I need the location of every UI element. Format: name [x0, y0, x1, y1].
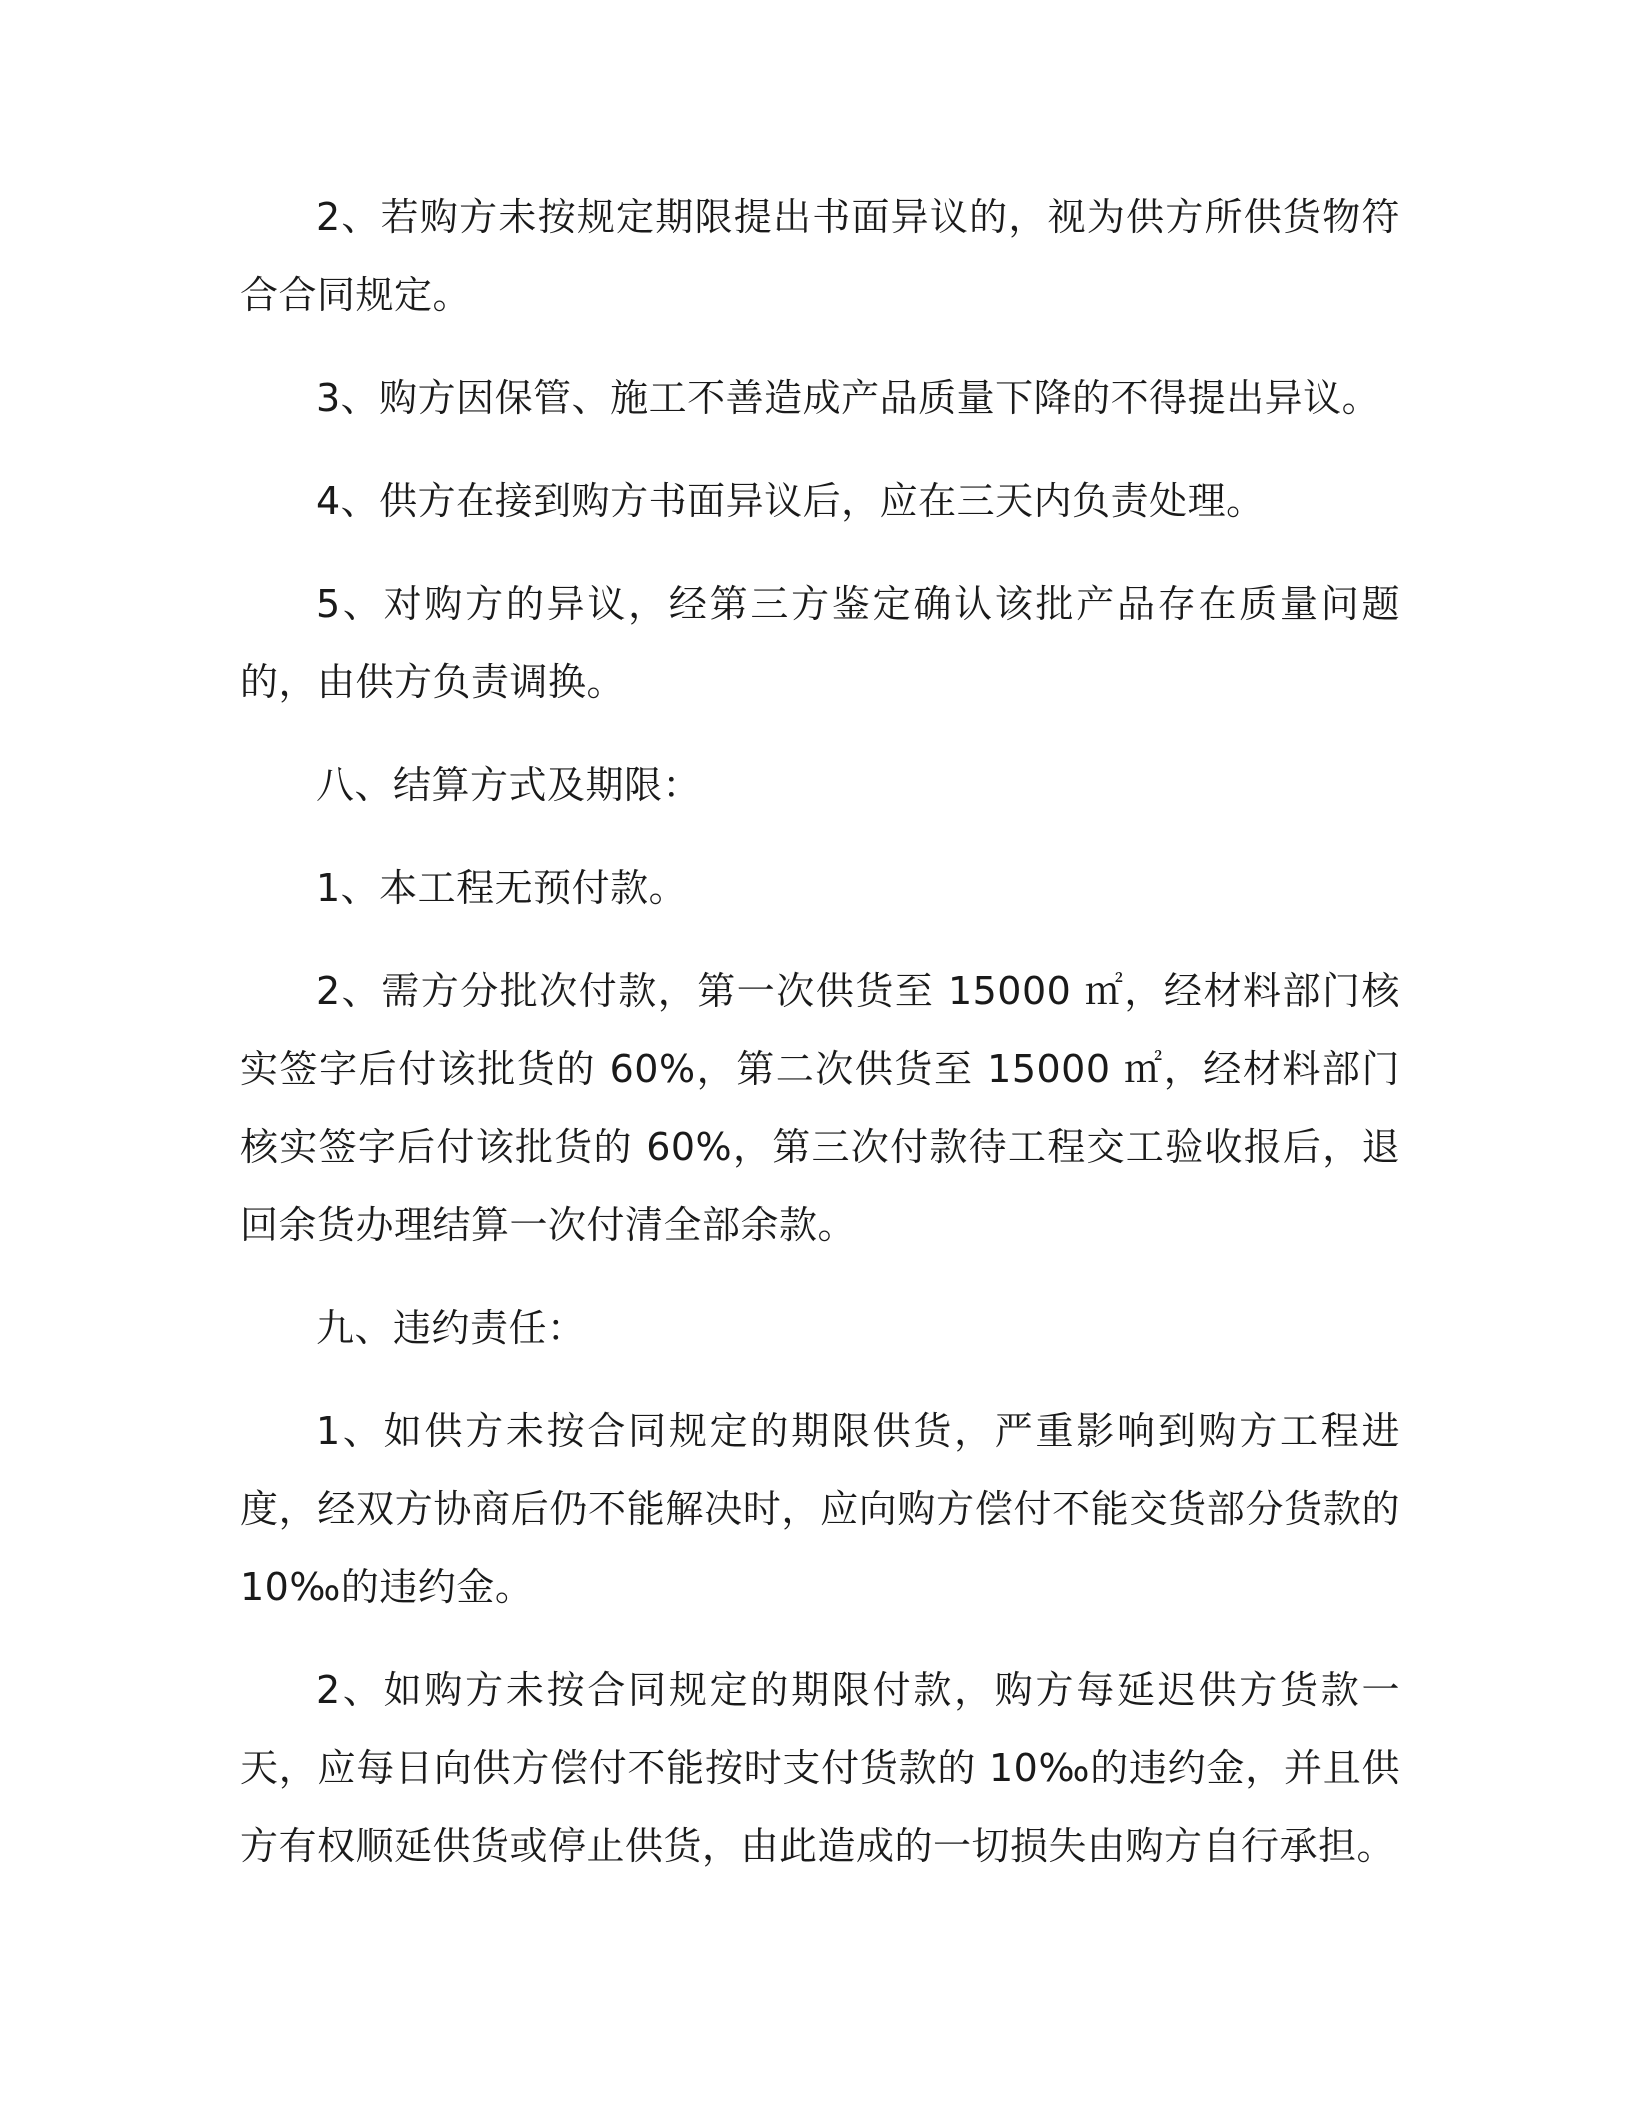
- clause-3-storage-damage: 3、购方因保管、施工不善造成产品质量下降的不得提出异议。: [316, 376, 1381, 420]
- clause-4-handling: 4、供方在接到购方书面异议后，应在三天内负责处理。: [316, 479, 1265, 523]
- liability-clause-2: 2、如购方未按合同规定的期限付款，购方每延迟供方货款一天，应每日向供方偿付不能按时支付货款的 10‰的违约金，并且供方有权顺延供货或停止供货，由此造成的一切损失由购方自行承担。: [240, 1668, 1400, 1868]
- section-heading-settlement: 八、结算方式及期限：: [316, 763, 702, 807]
- document-body: [240, 178, 1400, 1910]
- clause-5-replacement: 5、对购方的异议，经第三方鉴定确认该批产品存在质量问题的，由供方负责调换。: [240, 582, 1400, 704]
- settlement-clause-1: 1、本工程无预付款。: [316, 866, 688, 910]
- settlement-clause-2: 2、需方分批次付款，第一次供货至 15000 ㎡，经材料部门核实签字后付该批货的 60%，第二次供货至 15000 ㎡，经材料部门核实签字后付该批货的 60%，第三次付款待工程交工验收报后，退回余货办理结算一次付清全部余款。: [240, 969, 1400, 1247]
- liability-clause-1: 1、如供方未按合同规定的期限供货，严重影响到购方工程进度，经双方协商后仍不能解决时，应向购方偿付不能交货部分货款的 10‰的违约金。: [240, 1409, 1400, 1609]
- section-heading-liability: 九、违约责任：: [316, 1306, 586, 1350]
- clause-2-objection-deadline: 2、若购方未按规定期限提出书面异议的，视为供方所供货物符合合同规定。: [240, 195, 1400, 317]
